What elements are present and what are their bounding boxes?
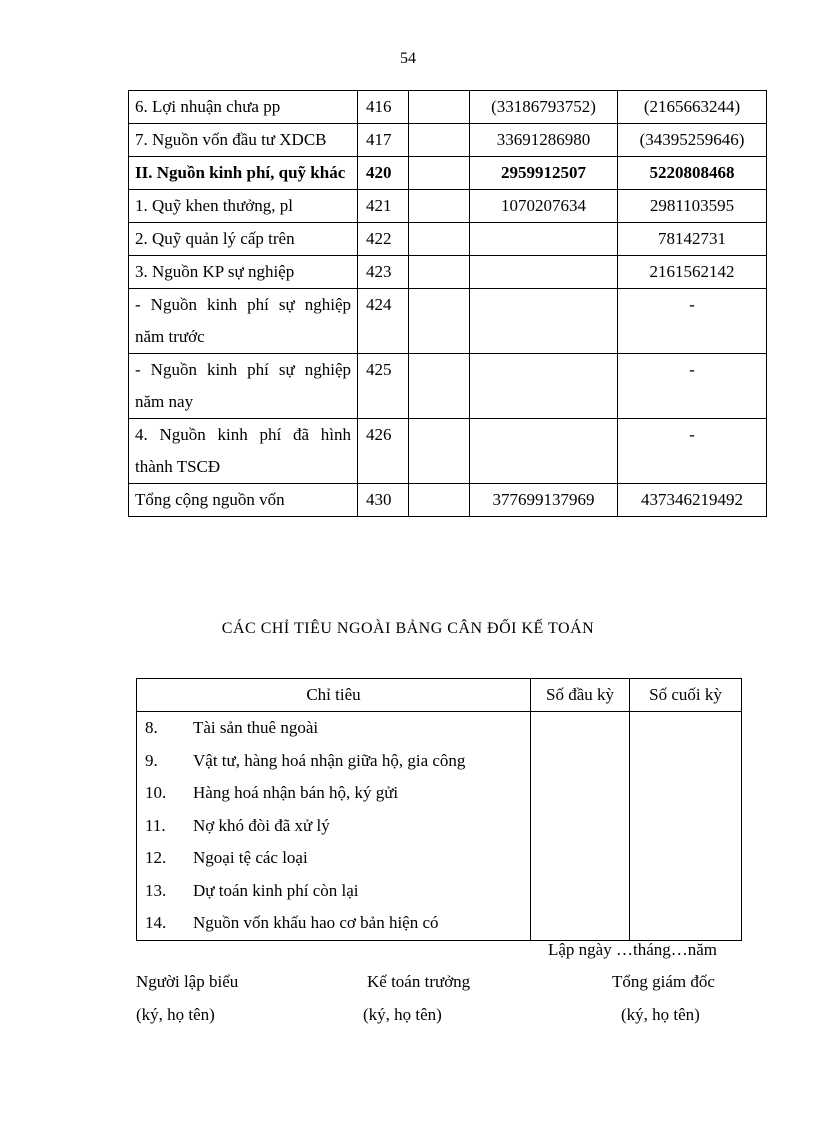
balance-row — [129, 124, 767, 157]
signature-preparer-title: Người lập biểu — [136, 972, 239, 991]
off-balance-item — [137, 712, 531, 745]
row-desc: II. Nguồn kinh phí, quỹ khác — [129, 157, 358, 190]
row-desc: 2. Quỹ quản lý cấp trên — [129, 223, 358, 256]
item-number: 8. — [145, 718, 158, 738]
header-ending: Số cuối kỳ — [630, 679, 742, 712]
off-balance-item — [137, 842, 531, 875]
row-desc: 3. Nguồn KP sự nghiệp — [129, 256, 358, 289]
total-code: 430 — [358, 484, 409, 517]
row-beginning — [470, 256, 618, 289]
balance-row — [129, 354, 767, 419]
item-number: 13. — [145, 880, 167, 900]
row-desc: 1. Quỹ khen thưởng, pl — [129, 190, 358, 223]
empty-cell — [409, 289, 470, 354]
row-ending: 78142731 — [618, 223, 767, 256]
off-balance-header-row — [137, 679, 742, 712]
item-label: Ngoại tệ các loại — [193, 848, 308, 868]
item-label: Vật tư, hàng hoá nhận giữa hộ, gia công — [193, 750, 466, 770]
item-label: Nợ khó đòi đã xử lý — [193, 815, 330, 835]
row-code: 423 — [358, 256, 409, 289]
item-label: Nguồn vốn khấu hao cơ bản hiện có — [193, 913, 439, 933]
off-balance-item — [137, 875, 531, 908]
header-item: Chỉ tiêu — [137, 679, 531, 712]
row-ending: 5220808468 — [618, 157, 767, 190]
total-beginning: 377699137969 — [470, 484, 618, 517]
row-code: 424 — [358, 289, 409, 354]
row-ending: (2165663244) — [618, 91, 767, 124]
empty-cell — [409, 223, 470, 256]
off-balance-row — [137, 745, 742, 778]
balance-row — [129, 223, 767, 256]
row-beginning: 33691286980 — [470, 124, 618, 157]
row-beginning — [470, 354, 618, 419]
row-beginning: 1070207634 — [470, 190, 618, 223]
balance-row — [129, 256, 767, 289]
row-beginning — [470, 419, 618, 484]
off-balance-row — [137, 777, 742, 810]
empty-cell — [409, 190, 470, 223]
item-ending — [630, 777, 742, 810]
balance-row — [129, 419, 767, 484]
row-ending: - — [618, 354, 767, 419]
row-beginning: (33186793752) — [470, 91, 618, 124]
balance-row — [129, 91, 767, 124]
row-ending: (34395259646) — [618, 124, 767, 157]
balance-row — [129, 289, 767, 354]
row-ending: 2161562142 — [618, 256, 767, 289]
item-label: Hàng hoá nhận bán hộ, ký gửi — [193, 783, 399, 803]
header-beginning: Số đầu kỳ — [531, 679, 630, 712]
off-balance-item — [137, 777, 531, 810]
row-desc: 4. Nguồn kinh phí đã hình thành TSCĐ — [129, 419, 358, 484]
row-ending: - — [618, 419, 767, 484]
row-code: 417 — [358, 124, 409, 157]
row-beginning — [470, 289, 618, 354]
item-ending — [630, 875, 742, 908]
item-label: Dự toán kinh phí còn lại — [193, 880, 359, 900]
empty-cell — [409, 354, 470, 419]
row-desc: - Nguồn kinh phí sự nghiệp năm trước — [129, 289, 358, 354]
off-balance-body — [137, 712, 742, 941]
date-line: Lập ngày …tháng…năm — [548, 940, 718, 959]
off-balance-row — [137, 842, 742, 875]
item-number: 9. — [145, 750, 158, 770]
item-beginning — [531, 907, 630, 940]
item-number: 12. — [145, 848, 167, 868]
off-balance-item — [137, 810, 531, 843]
item-beginning — [531, 875, 630, 908]
signature-chief-accountant-title: Kế toán trưởng — [367, 972, 471, 991]
item-number: 14. — [145, 913, 167, 933]
balance-sheet-body — [129, 91, 767, 517]
balance-sheet-table — [128, 90, 767, 517]
balance-row — [129, 157, 767, 190]
page-number: 54 — [400, 50, 416, 67]
row-ending: - — [618, 289, 767, 354]
off-balance-item — [137, 745, 531, 778]
empty-cell — [409, 157, 470, 190]
item-beginning — [531, 842, 630, 875]
row-beginning — [470, 223, 618, 256]
total-ending: 437346219492 — [618, 484, 767, 517]
row-code: 420 — [358, 157, 409, 190]
signature-preparer-note: (ký, họ tên) — [136, 1005, 215, 1024]
off-balance-table — [136, 678, 742, 941]
off-balance-title: CÁC CHỈ TIÊU NGOÀI BẢNG CÂN ĐỐI KẾ TOÁN — [221, 620, 595, 637]
signature-director-note: (ký, họ tên) — [621, 1005, 700, 1024]
item-ending — [630, 712, 742, 745]
total-row — [129, 484, 767, 517]
item-beginning — [531, 810, 630, 843]
row-code: 425 — [358, 354, 409, 419]
row-code: 426 — [358, 419, 409, 484]
signature-chief-accountant-note: (ký, họ tên) — [363, 1005, 442, 1024]
item-number: 10. — [145, 783, 167, 803]
off-balance-row — [137, 810, 742, 843]
balance-row — [129, 190, 767, 223]
item-ending — [630, 842, 742, 875]
item-number: 11. — [145, 815, 166, 835]
empty-cell — [409, 484, 470, 517]
row-desc: 7. Nguồn vốn đầu tư XDCB — [129, 124, 358, 157]
empty-cell — [409, 91, 470, 124]
empty-cell — [409, 419, 470, 484]
empty-cell — [409, 256, 470, 289]
item-beginning — [531, 745, 630, 778]
row-beginning: 2959912507 — [470, 157, 618, 190]
item-beginning — [531, 712, 630, 745]
off-balance-item — [137, 907, 531, 940]
item-ending — [630, 907, 742, 940]
item-ending — [630, 810, 742, 843]
signature-director-title: Tổng giám đốc — [612, 972, 715, 991]
off-balance-row — [137, 875, 742, 908]
row-ending: 2981103595 — [618, 190, 767, 223]
off-balance-row — [137, 712, 742, 745]
item-ending — [630, 745, 742, 778]
row-desc: - Nguồn kinh phí sự nghiệp năm nay — [129, 354, 358, 419]
item-beginning — [531, 777, 630, 810]
item-label: Tài sản thuê ngoài — [193, 718, 319, 738]
off-balance-row — [137, 907, 742, 940]
empty-cell — [409, 124, 470, 157]
row-code: 416 — [358, 91, 409, 124]
row-code: 422 — [358, 223, 409, 256]
row-desc: 6. Lợi nhuận chưa pp — [129, 91, 358, 124]
row-code: 421 — [358, 190, 409, 223]
total-desc: Tổng cộng nguồn vốn — [129, 484, 358, 517]
